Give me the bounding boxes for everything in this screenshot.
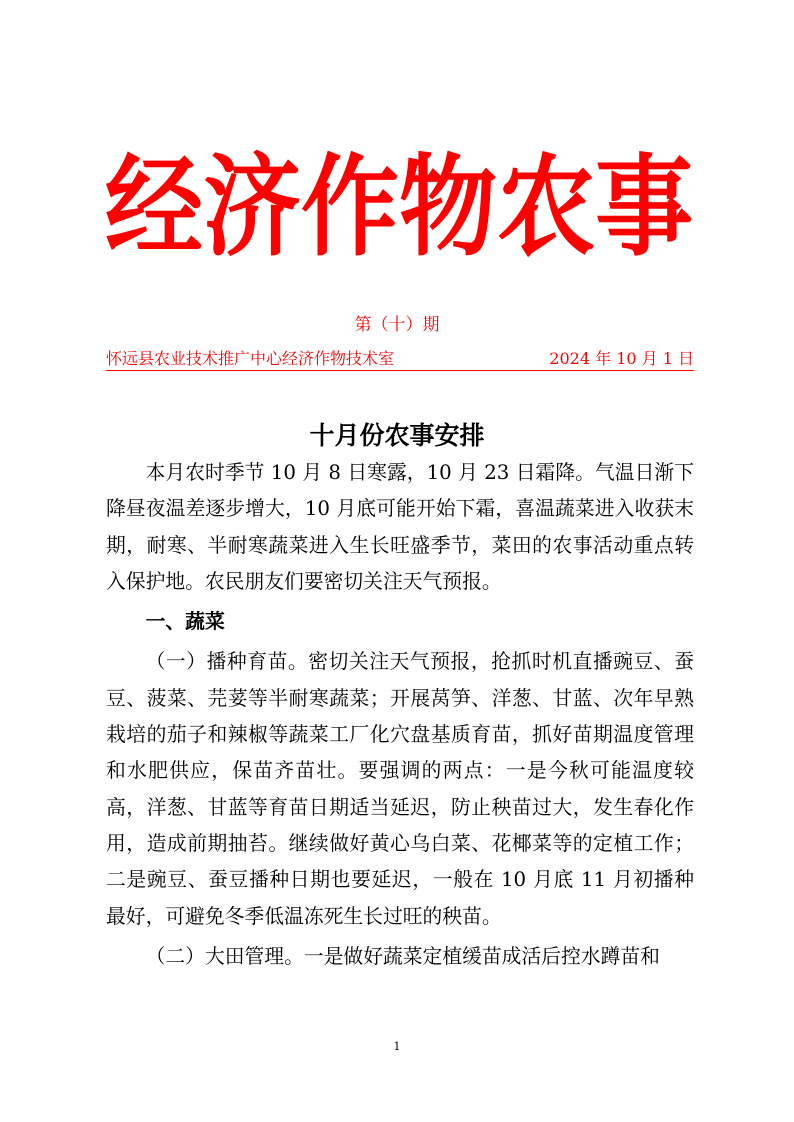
section-heading-vegetables: 一、蔬菜: [145, 610, 225, 634]
masthead-char-1: 经: [105, 144, 204, 272]
masthead-char-5: 农: [497, 144, 596, 272]
organization-name: 怀远县农业技术推广中心经济作物技术室: [106, 349, 395, 368]
masthead-char-3: 作: [301, 144, 400, 272]
issue-number: 第（十）期: [354, 315, 440, 335]
masthead-char-4: 物: [399, 144, 498, 272]
document-title: 十月份农事安排: [309, 421, 485, 450]
masthead-char-6: 事: [595, 144, 694, 272]
page-number: 1: [393, 1040, 401, 1053]
publish-date: 2024 年 10 月 1 日: [549, 349, 694, 368]
masthead-char-2: 济: [203, 144, 302, 272]
publisher-line: [106, 348, 694, 371]
document-body: [106, 455, 694, 975]
masthead-title: [105, 141, 694, 275]
paragraph-field-management: （二）大田管理。一是做好蔬菜定植缓苗成活后控水蹲苗和: [145, 944, 660, 968]
intro-paragraph: 本月农时季节 10 月 8 日寒露，10 月 23 日霜降。气温日渐下降昼夜温差逐步增大，10 月底可能开始下霜，喜温蔬菜进入收获末期，耐寒、半耐寒蔬菜进入生长旺盛季节，菜田的农事活动重点转入保护地。农民朋友们要密切关注天气预报。: [106, 461, 694, 593]
paragraph-seedling: （一）播种育苗。密切关注天气预报，抢抓时机直播豌豆、蚕豆、菠菜、芫荽等半耐寒蔬菜；开展莴笋、洋葱、甘蓝、次年早熟栽培的茄子和辣椒等蔬菜工厂化穴盘基质育苗，抓好苗期温度管理和水肥供应，保苗齐苗壮。要强调的两点：一是今秋可能温度较高，洋葱、甘蓝等育苗日期适当延迟，防止秧苗过大，发生春化作用，造成前期抽苔。继续做好黄心乌白菜、花椰菜等的定植工作；二是豌豆、蚕豆播种日期也要延迟，一般在 10 月底 11 月初播种最好，可避免冬季低温冻死生长过旺的秧苗。: [106, 650, 694, 928]
